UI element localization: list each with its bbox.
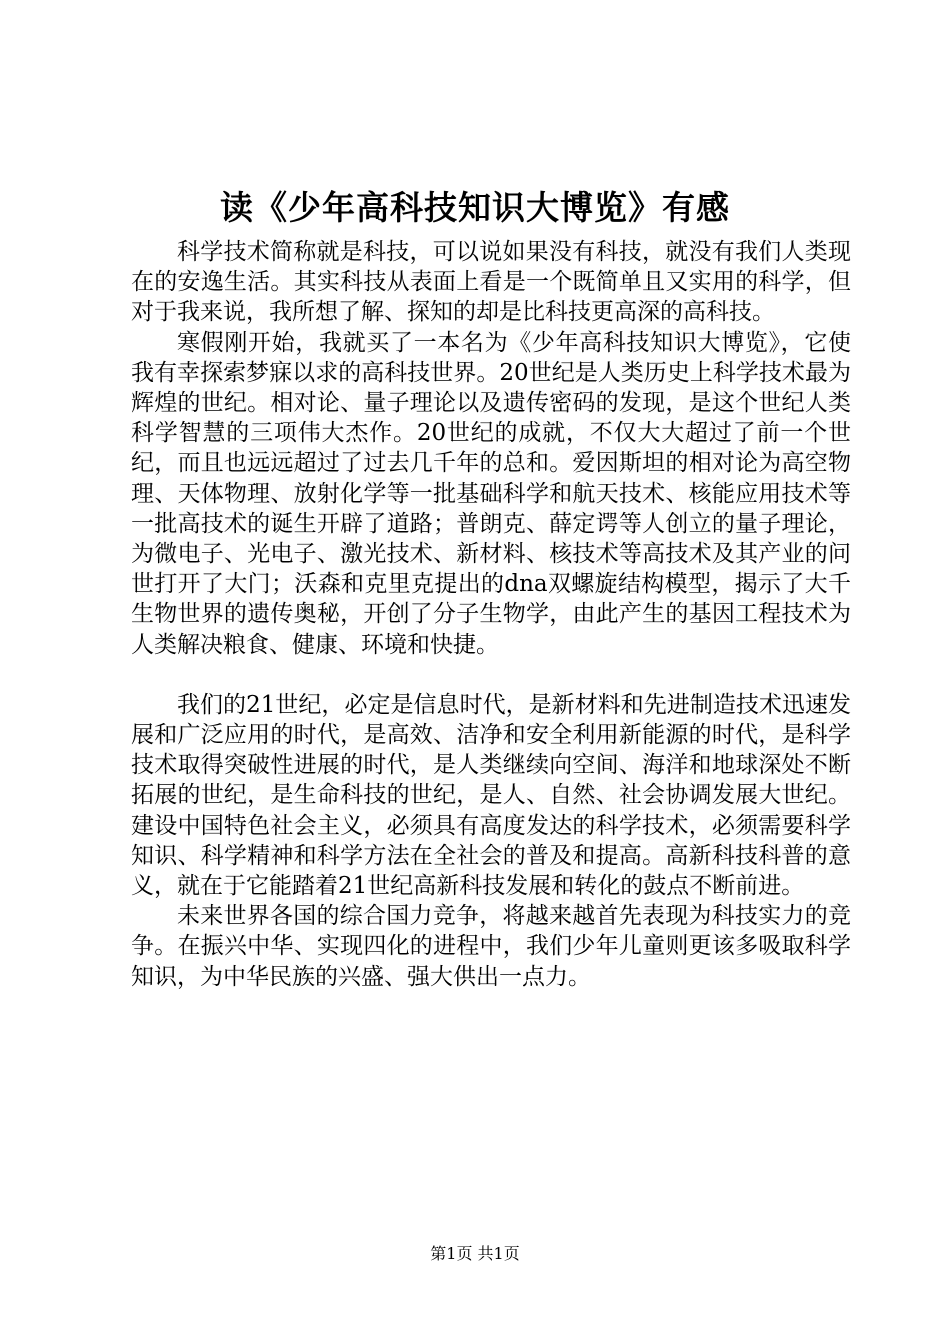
- paragraph-4: 未来世界各国的综合国力竞争，将越来越首先表现为科技实力的竞争。在振兴中华、实现四化的进程中，我们少年儿童则更该多吸取科学知识，为中华民族的兴盛、强大供出一点力。: [131, 903, 851, 990]
- document-body: [131, 237, 851, 992]
- page-number-footer: 第1页 共1页: [430, 1244, 520, 1263]
- paragraph-2: 寒假刚开始，我就买了一本名为《少年高科技知识大博览》，它使我有幸探索梦寐以求的高科技世界。20世纪是人类历史上科学技术最为辉煌的世纪。相对论、量子理论以及遗传密码的发现，是这个世纪人类科学智慧的三项伟大杰作。20世纪的成就，不仅大大超过了前一个世纪，而且也远远超过了过去几千年的总和。爱因斯坦的相对论为高空物理、天体物理、放射化学等一批基础科学和航天技术、核能应用技术等一批高技术的诞生开辟了道路；普朗克、薛定谔等人创立的量子理论，为微电子、光电子、激光技术、新材料、核技术等高技术及其产业的问世打开了大门；沃森和克里克提出的dna双螺旋结构模型，揭示了大千生物世界的遗传奥秘，开创了分子生物学，由此产生的基因工程技术为人类解决粮食、健康、环境和快捷。: [131, 329, 851, 658]
- paragraph-1: 科学技术简称就是科技，可以说如果没有科技，就没有我们人类现在的安逸生活。其实科技从表面上看是一个既简单且又实用的科学，但对于我来说，我所想了解、探知的却是比科技更高深的高科技。: [131, 239, 851, 326]
- document-title: 读《少年高科技知识大博览》有感: [220, 188, 730, 227]
- paragraph-gap: [131, 660, 851, 690]
- paragraph-3: 我们的21世纪，必定是信息时代，是新材料和先进制造技术迅速发展和广泛应用的时代，是高效、洁净和安全利用新能源的时代，是科学技术取得突破性进展的时代，是人类继续向空间、海洋和地球深处不断拓展的世纪，是生命科技的世纪，是人、自然、社会协调发展大世纪。建设中国特色社会主义，必须具有高度发达的科学技术，必须需要科学知识、科学精神和科学方法在全社会的普及和提高。高新科技科普的意义，就在于它能踏着21世纪高新科技发展和转化的鼓点不断前进。: [131, 691, 851, 900]
